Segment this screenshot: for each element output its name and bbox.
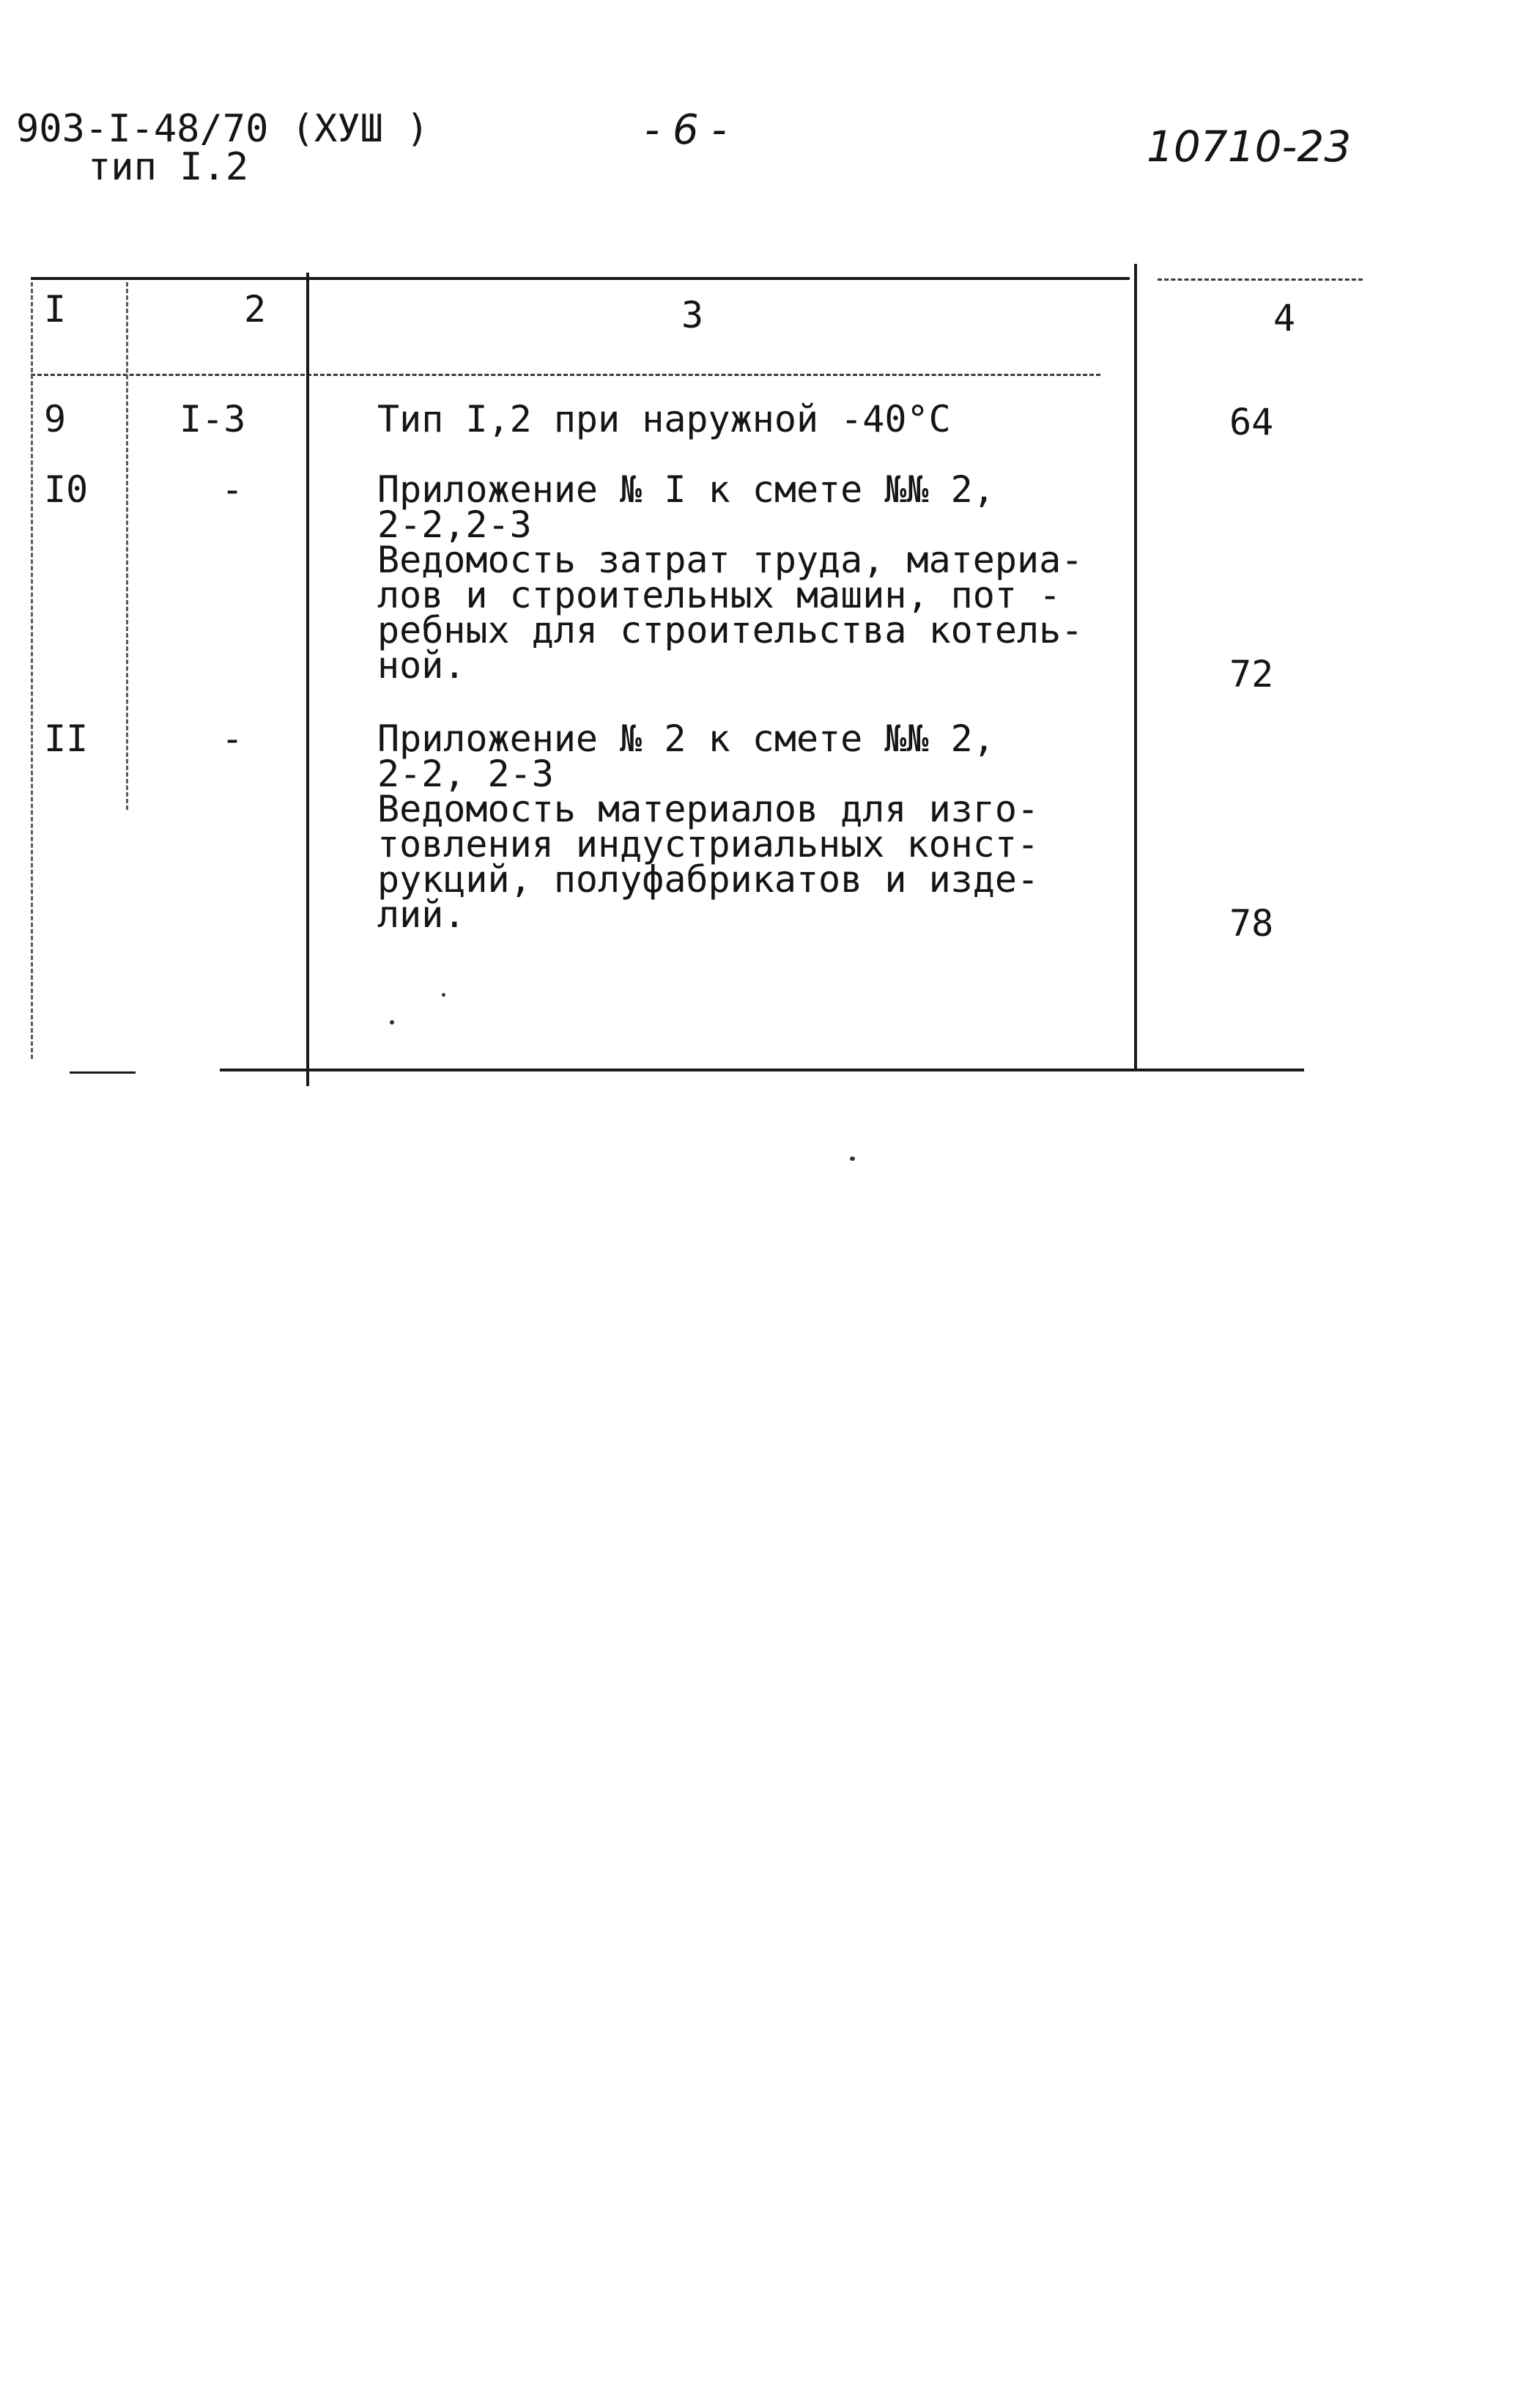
column-header: 2 xyxy=(244,288,267,331)
column-divider-2 xyxy=(306,273,309,1086)
row-page: 64 xyxy=(1229,401,1274,443)
scan-speck xyxy=(442,993,445,997)
table-bottom-rule xyxy=(220,1069,1304,1071)
row-number: II xyxy=(44,717,89,760)
table-header-rule xyxy=(31,374,1100,376)
column-header: 4 xyxy=(1273,297,1296,339)
row-code: - xyxy=(221,717,244,760)
archive-number: 10710-23 xyxy=(1147,122,1352,171)
description-line: лий. xyxy=(377,893,466,936)
column-header: I xyxy=(44,288,67,331)
contents-table xyxy=(0,0,1540,1099)
row-code: I-3 xyxy=(179,398,246,440)
column-header: 3 xyxy=(681,294,704,336)
page-number: - 6 - xyxy=(645,106,727,154)
description-line: ребных для строительства котель- xyxy=(377,609,1084,652)
table-bottom-rule-segment xyxy=(70,1071,136,1074)
description-line: Тип I,2 при наружной -40°С xyxy=(377,398,951,440)
description-line: ной. xyxy=(377,644,466,687)
column-divider-1 xyxy=(126,282,128,810)
description-line: товления индустриальных конст- xyxy=(377,823,1040,866)
table-top-rule xyxy=(31,277,1130,280)
description-line: лов и строительных машин, пот - xyxy=(377,574,1062,616)
description-line: Приложение № I к смете №№ 2, xyxy=(377,468,995,511)
column-divider-3 xyxy=(1134,264,1137,1070)
description-line: 2-2,2-3 xyxy=(377,503,532,546)
row-code: - xyxy=(221,468,244,511)
row-page: 72 xyxy=(1229,653,1274,695)
row-number: I0 xyxy=(44,468,89,511)
scan-speck xyxy=(850,1156,855,1161)
table-top-rule-segment xyxy=(1158,278,1363,281)
row-number: 9 xyxy=(44,398,67,440)
document-code: 903-I-48/70 (ХУШ ) xyxy=(16,107,429,151)
scan-speck xyxy=(390,1020,394,1025)
document-type: тип I.2 xyxy=(88,145,249,189)
row-description xyxy=(377,717,1040,936)
column-1-left-border xyxy=(31,282,33,1059)
row-description xyxy=(377,468,1084,687)
row-description xyxy=(377,398,951,440)
description-line: Приложение № 2 к смете №№ 2, xyxy=(377,717,995,760)
description-line: 2-2, 2-3 xyxy=(377,753,554,795)
row-page: 78 xyxy=(1229,902,1274,945)
description-line: Ведомость материалов для изго- xyxy=(377,788,1040,830)
description-line: рукций, полуфабрикатов и изде- xyxy=(377,858,1040,901)
description-line: Ведомость затрат труда, материа- xyxy=(377,539,1084,581)
